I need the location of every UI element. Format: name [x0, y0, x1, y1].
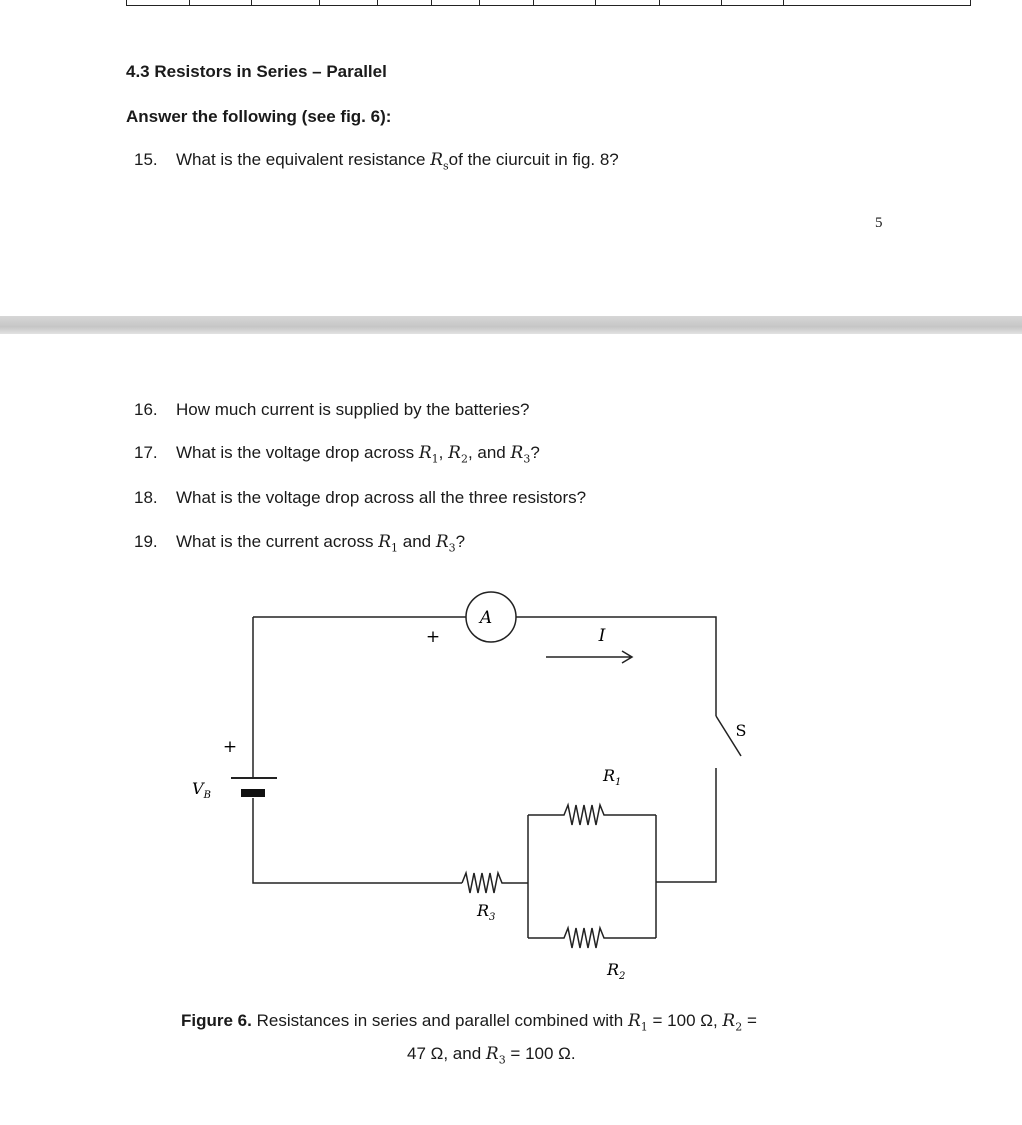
question-number: 19.: [134, 532, 158, 551]
question-text: What is the voltage drop across all the three resistors?: [176, 488, 587, 507]
resistor-r3-zigzag: [462, 873, 512, 893]
resistor-r2-zigzag: [528, 928, 656, 948]
wire-left-bottom: [253, 798, 462, 883]
question-text: What is the equivalent resistance $R_sof$ the ciurcuit in fig. 8?: [176, 150, 619, 173]
current-label: I: [598, 626, 606, 646]
wire-right: [656, 768, 716, 882]
question-number: 18.: [134, 488, 158, 507]
question-text: What is the voltage drop across $R_1$, $R_2$, and $R_3$?: [176, 443, 540, 466]
question-number: 16.: [134, 400, 158, 419]
section-heading: 4.3 Resistors in Series – Parallel: [126, 62, 387, 81]
plus-top: +: [425, 627, 441, 647]
r2-label: $R_2$: [607, 960, 626, 982]
question-number: 17.: [134, 443, 158, 462]
instruction-text: Answer the following (see fig. 6):: [126, 107, 392, 126]
ammeter-label: A: [479, 608, 493, 628]
r1-label: $R_1$: [603, 766, 622, 788]
figure-caption-line-2: 47 Ω, and $R_3 = 100$ Ω.: [407, 1044, 576, 1067]
wire-top-right: [516, 617, 716, 716]
question-number: 15.: [134, 150, 158, 169]
switch-label: S: [735, 721, 747, 740]
question-text: How much current is supplied by the batteries?: [176, 400, 530, 419]
question-text: What is the current across $R_1$ and $R_3$?: [176, 532, 466, 555]
battery-plate-short: [241, 789, 265, 797]
battery-label: $V_B$: [192, 779, 211, 801]
figure-caption-line-1: Figure 6. Resistances in series and parallel combined with $R_1 = 100$ Ω, $R_2$ =: [181, 1011, 757, 1034]
r3-label: $R_3$: [477, 901, 496, 923]
current-arrow: [546, 651, 632, 663]
figure-label: Figure 6.: [181, 1011, 252, 1030]
plus-left: +: [222, 737, 238, 757]
page-number: 5: [875, 215, 883, 231]
resistor-r1-zigzag: [528, 805, 656, 825]
